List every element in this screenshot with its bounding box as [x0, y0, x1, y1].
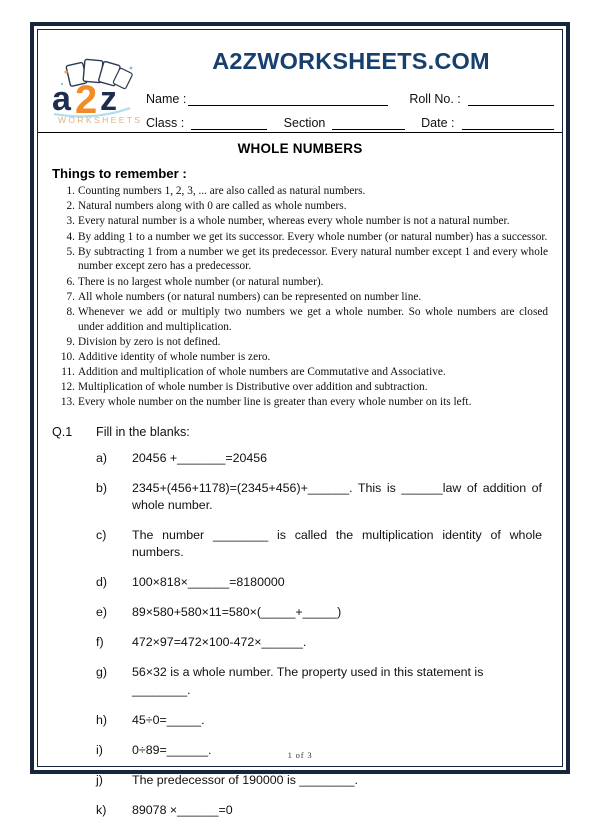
- question-item-h: [96, 712, 542, 729]
- item-text[interactable]: 0÷89=______.: [132, 742, 212, 757]
- roll-no-label: Roll No. :: [409, 92, 461, 106]
- class-input[interactable]: [191, 118, 267, 130]
- name-roll-row: [146, 82, 554, 106]
- date-label: Date :: [421, 116, 455, 130]
- list-item: By subtracting 1 from a number we get its predecessor. Every natural number except 1 and every whole number except zero has a predecessor.: [78, 245, 548, 273]
- svg-text:2: 2: [75, 78, 98, 122]
- item-label: i): [96, 742, 103, 757]
- question-item-d: [96, 574, 542, 591]
- question-prompt: Fill in the blanks:: [96, 424, 190, 439]
- page-content: [38, 30, 562, 817]
- section-input[interactable]: [332, 118, 404, 130]
- item-label: c): [96, 527, 107, 542]
- question-item-e: [96, 604, 542, 621]
- name-input[interactable]: [188, 94, 387, 106]
- list-item: All whole numbers (or natural numbers) can be represented on number line.: [78, 290, 422, 303]
- list-item: Multiplication of whole number is Distributive over addition and subtraction.: [78, 381, 428, 394]
- site-title: A2ZWORKSHEETS.COM: [212, 48, 490, 74]
- list-item: Additive identity of whole number is zero.: [78, 350, 271, 363]
- list-item: Every whole number on the number line is greater than every whole number on its left.: [78, 396, 472, 409]
- item-label: j): [96, 772, 103, 787]
- notes-list: [38, 184, 562, 410]
- section-label: Section: [283, 116, 326, 130]
- item-label: a): [96, 450, 108, 465]
- list-item: Counting numbers 1, 2, 3, ... are also called as natural numbers.: [78, 185, 366, 197]
- page-title: WHOLE NUMBERS: [237, 141, 363, 156]
- list-item: Addition and multiplication of whole numbers are Commutative and Associative.: [78, 366, 446, 379]
- item-text[interactable]: 45÷0=_____.: [132, 712, 205, 727]
- svg-text:a: a: [52, 80, 71, 118]
- item-label: b): [96, 480, 108, 495]
- date-input[interactable]: [462, 118, 554, 130]
- question-item-g: [96, 664, 542, 698]
- notes-heading: Things to remember :: [52, 166, 187, 181]
- item-text[interactable]: 89078 ×______=0: [132, 803, 233, 817]
- item-text[interactable]: 89×580+580×11=580×(_____+_____): [132, 605, 342, 620]
- item-label: e): [96, 605, 108, 620]
- list-item: Whenever we add or multiply two numbers we get a whole number. So whole numbers are closed under addition and multiplication.: [78, 305, 548, 333]
- logo-icon: [46, 58, 144, 126]
- name-label: Name :: [146, 92, 187, 106]
- question-items: [52, 450, 548, 819]
- question-item-a: [96, 450, 542, 467]
- a2z-worksheets-logo: [46, 58, 144, 126]
- question-item-k: [96, 802, 542, 819]
- list-item: By adding 1 to a number we get its successor. Every whole number (or natural number) has a successor.: [78, 230, 548, 243]
- worksheet-header: [38, 30, 562, 133]
- class-label: Class :: [146, 116, 185, 130]
- item-text[interactable]: The number ________ is called the multiplication identity of whole numbers.: [132, 527, 542, 560]
- item-text[interactable]: 20456 +_______=20456: [132, 450, 268, 465]
- question-item-j: [96, 772, 542, 789]
- question-item-c: [96, 527, 542, 561]
- item-label: f): [96, 635, 104, 650]
- page-border-inner: [37, 29, 563, 817]
- item-text[interactable]: 100×818×______=8180000: [132, 575, 285, 590]
- item-label: d): [96, 575, 108, 590]
- logo-subtext: WORKSHEETS: [58, 115, 143, 125]
- list-item: Natural numbers along with 0 are called as whole numbers.: [78, 200, 347, 213]
- list-item: Every natural number is a whole number, whereas every whole number is not a natural number.: [78, 215, 510, 228]
- item-label: k): [96, 803, 107, 817]
- item-text[interactable]: 56×32 is a whole number. The property used in this statement is ________.: [132, 665, 484, 697]
- question-number: Q.1: [52, 424, 73, 439]
- list-item: There is no largest whole number (or natural number).: [78, 275, 324, 288]
- page-border-outer: [30, 22, 570, 817]
- item-text[interactable]: The predecessor of 190000 is ________.: [132, 772, 358, 787]
- question-item-b: [96, 480, 542, 514]
- item-text[interactable]: 2345+(456+1178)=(2345+456)+______. This is ______law of addition of whole number.: [132, 480, 542, 512]
- question-item-f: [96, 634, 542, 651]
- student-info-fields: [146, 82, 554, 130]
- roll-no-input[interactable]: [468, 94, 554, 106]
- page-indicator: 1 of 3: [287, 750, 313, 760]
- class-section-date-row: [146, 106, 554, 130]
- question-heading: [52, 425, 548, 439]
- svg-text:z: z: [100, 80, 117, 118]
- item-label: g): [96, 665, 108, 680]
- list-item: Division by zero is not defined.: [78, 335, 221, 348]
- item-text[interactable]: 472×97=472×100-472×______.: [132, 635, 307, 650]
- item-label: h): [96, 712, 108, 727]
